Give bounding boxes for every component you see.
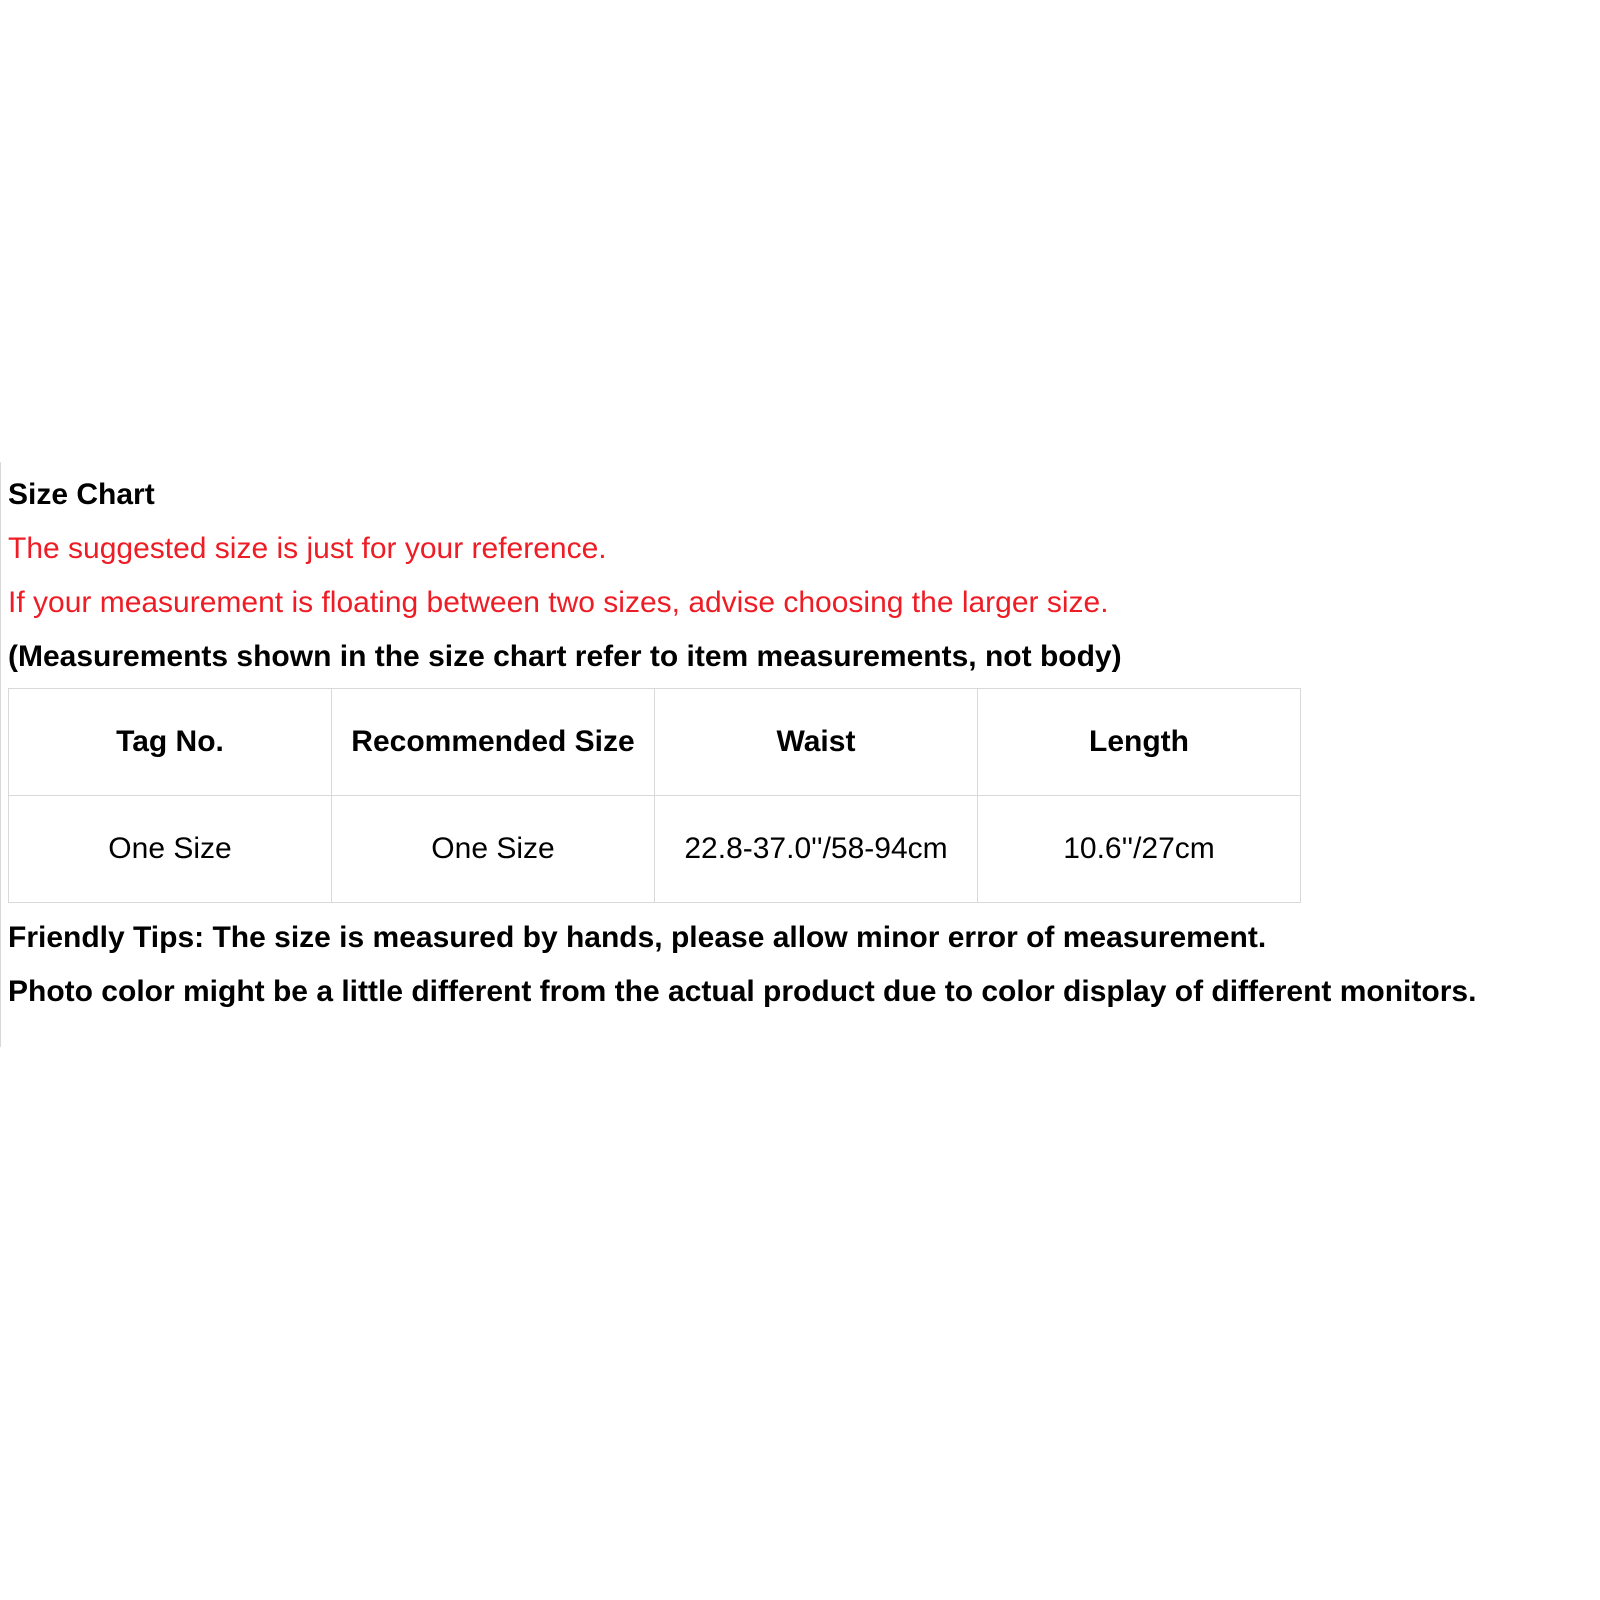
header-recommended-size: Recommended Size — [332, 689, 655, 796]
sizing-advice-note: If your measurement is floating between two sizes, advise choosing the larger size. — [8, 586, 1109, 619]
reference-note: The suggested size is just for your reference. — [8, 532, 607, 565]
header-tag-no: Tag No. — [9, 689, 332, 796]
measurement-disclaimer: (Measurements shown in the size chart refer to item measurements, not body) — [8, 640, 1122, 673]
size-chart-section — [8, 468, 1600, 1019]
photo-color-note: Photo color might be a little different from the actual product due to color display of different monitors. — [8, 975, 1477, 1008]
header-length: Length — [978, 689, 1301, 796]
page-title: Size Chart — [8, 478, 155, 511]
left-divider — [0, 462, 1, 1047]
header-waist: Waist — [655, 689, 978, 796]
size-table — [8, 688, 1301, 903]
cell-tag-no: One Size — [9, 796, 332, 903]
cell-waist: 22.8-37.0''/58-94cm — [655, 796, 978, 903]
table-header-row — [9, 689, 1301, 796]
table-row — [9, 796, 1301, 903]
cell-length: 10.6''/27cm — [978, 796, 1301, 903]
cell-recommended-size: One Size — [332, 796, 655, 903]
friendly-tips: Friendly Tips: The size is measured by hands, please allow minor error of measurement. — [8, 921, 1267, 954]
